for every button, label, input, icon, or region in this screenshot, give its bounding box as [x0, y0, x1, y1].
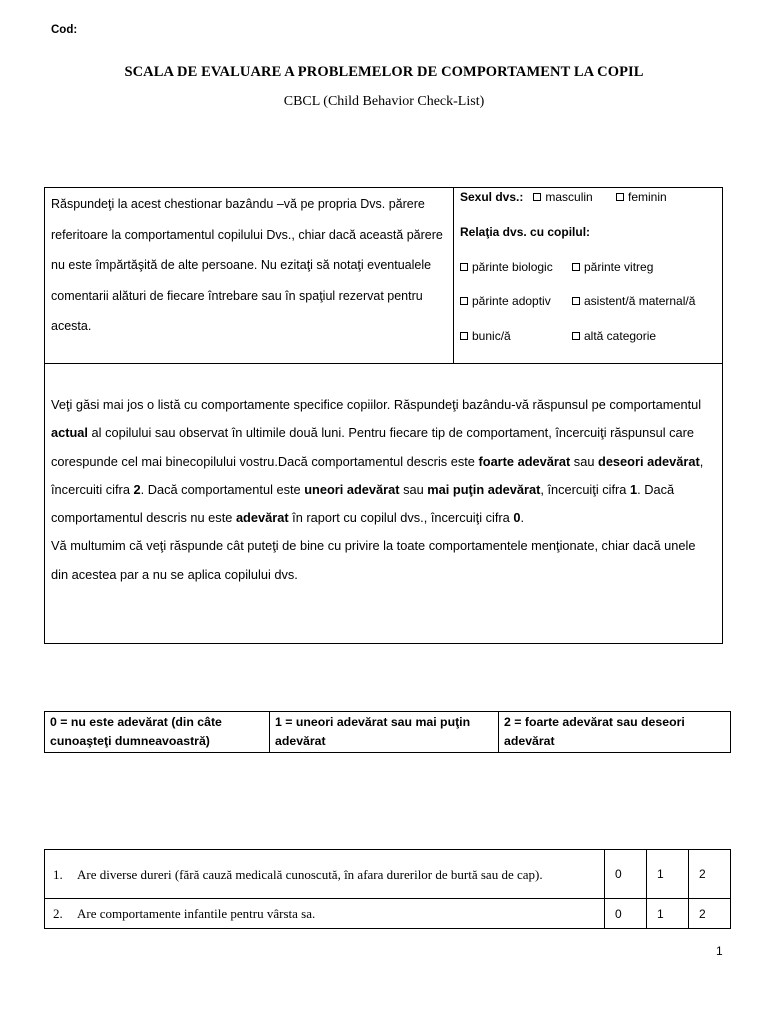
sex-label: Sexul dvs.:: [460, 190, 524, 204]
score-0[interactable]: 0: [605, 899, 647, 929]
relation-label: Relaţia dvs. cu copilul:: [460, 225, 591, 239]
score-1[interactable]: 1: [647, 850, 689, 899]
page-number: 1: [716, 944, 723, 958]
rel-adopt-option[interactable]: părinte adoptiv: [472, 294, 551, 308]
items-table: [44, 849, 731, 929]
page-subtitle: CBCL (Child Behavior Check-List): [283, 94, 485, 109]
checkbox-icon[interactable]: [460, 263, 468, 271]
rel-other-option[interactable]: altă categorie: [584, 329, 657, 343]
cod-label: Cod:: [51, 24, 78, 36]
sex-female-option[interactable]: feminin: [628, 190, 667, 204]
score-0[interactable]: 0: [605, 850, 647, 899]
page-title: SCALA DE EVALUARE A PROBLEMELOR DE COMPORTAMENT LA COPIL: [124, 64, 644, 80]
rel-foster-option[interactable]: asistent/ă maternal/ă: [584, 294, 696, 308]
score-2[interactable]: 2: [689, 899, 731, 929]
table-row: [45, 850, 731, 899]
checkbox-icon[interactable]: [572, 263, 580, 271]
rel-grand-option[interactable]: bunic/ă: [472, 329, 511, 343]
guide-paragraph-2: Vă multumim că veţi răspunde cât puteţi de bine cu privire la toate comportamentele menţionate, chiar dacă unele din acestea par a nu se aplica copilului dvs.: [51, 538, 696, 582]
checkbox-icon[interactable]: [533, 193, 541, 201]
item-text: 2. Are comportamente infantile pentru vârsta sa.: [45, 899, 605, 929]
guide-box: [44, 363, 723, 644]
rel-bio-option[interactable]: părinte biologic: [472, 260, 553, 274]
item-text: 1. Are diverse dureri (fără cauză medicală cunoscută, în afara durerilor de burtă sau de cap).: [45, 850, 605, 899]
score-legend: [44, 711, 731, 753]
checkbox-icon[interactable]: [572, 332, 580, 340]
legend-two: 2 = foarte adevărat sau deseori adevărat: [499, 712, 731, 753]
respondent-options: [454, 188, 723, 364]
legend-one: 1 = uneori adevărat sau mai puţin adevărat: [270, 712, 499, 753]
checkbox-icon[interactable]: [460, 297, 468, 305]
legend-zero: 0 = nu este adevărat (din câte cunoaşteţi dumneavoastră): [45, 712, 270, 753]
checkbox-icon[interactable]: [460, 332, 468, 340]
table-row: [45, 899, 731, 929]
instructions-text: Răspundeţi la acest chestionar bazându –vă pe propria Dvs. părere referitoare la comportamentul copilului Dvs., chiar dacă această părere nu este împărtăşită de alte persoane. Nu ezitaţi să notaţi eventualele comentarii alături de fiecare întrebare sau în spaţiul rezervat pentru acesta.: [45, 188, 454, 364]
checkbox-icon[interactable]: [616, 193, 624, 201]
score-1[interactable]: 1: [647, 899, 689, 929]
guide-paragraph-1: Veţi găsi mai jos o listă cu comportamente specifice copiilor. Răspundeţi bazându-vă răspunsul pe comportamentul actual al copilului sau observat în ultimile două luni. Pentru fiecare tip de comportament, încercuiţi răspunsul care corespunde cel mai binecopilului vostru.Dacă comportamentul descris este foarte adevărat sau deseori adevărat, încercuiti cifra 2. Dacă comportamentul este uneori adevărat sau mai puţin adevărat, încercuiţi cifra 1. Dacă comportamentul descris nu este adevărat în raport cu copilul dvs., încercuiţi cifra 0.: [51, 397, 704, 526]
rel-step-option[interactable]: părinte vitreg: [584, 260, 654, 274]
sex-male-option[interactable]: masculin: [545, 190, 593, 204]
score-2[interactable]: 2: [689, 850, 731, 899]
checkbox-icon[interactable]: [572, 297, 580, 305]
intro-table: [44, 187, 723, 364]
